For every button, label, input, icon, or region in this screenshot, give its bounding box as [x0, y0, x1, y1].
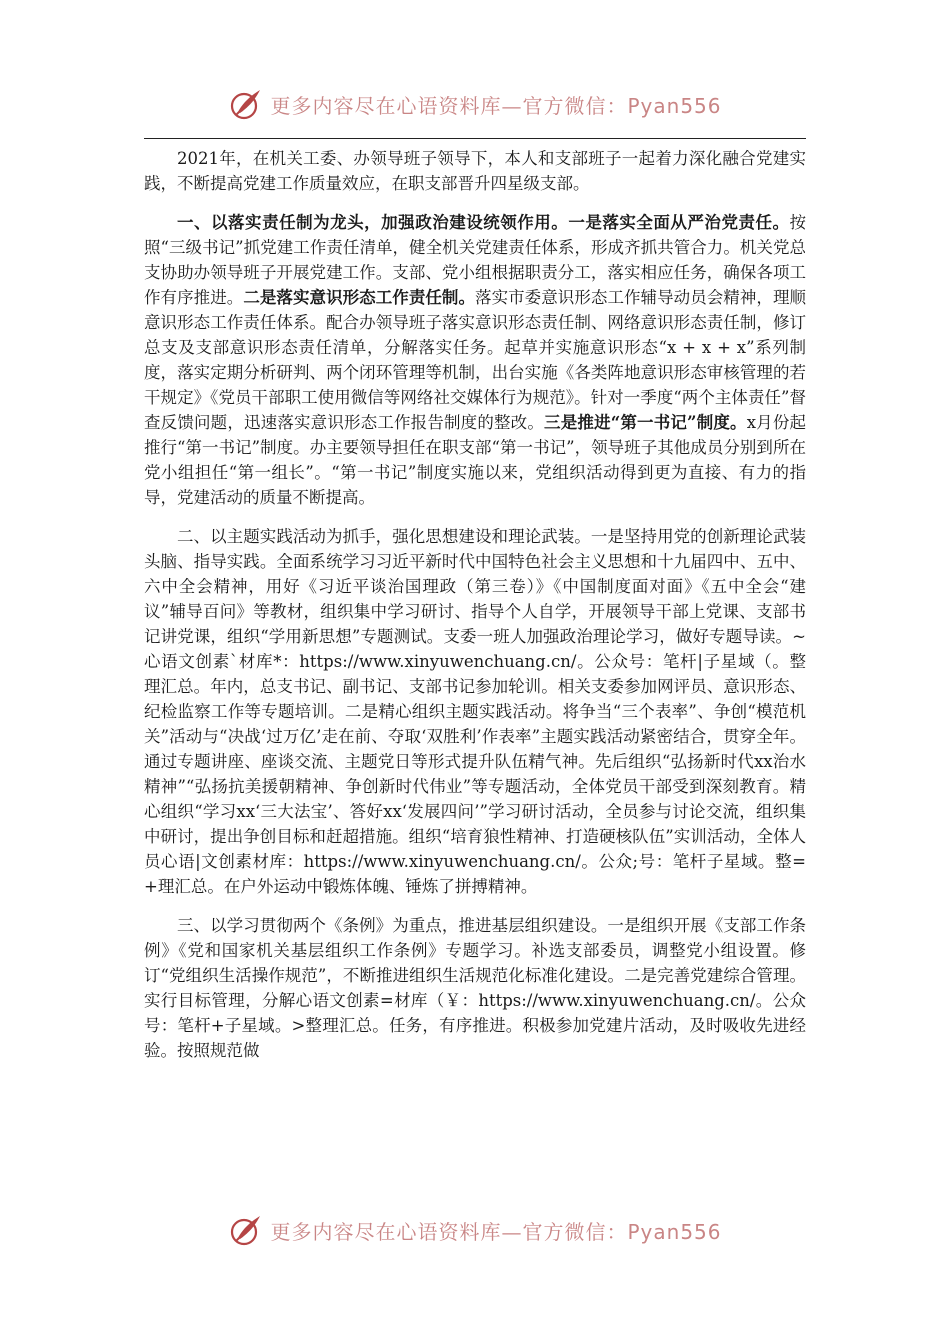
section-1-subheading-2: 二是落实意识形态工作责任制。 [243, 288, 476, 307]
section-1-heading: 一、以落实责任制为龙头，加强政治建设统领作用。一是落实全面从严治党责任。 [177, 213, 790, 232]
banner-separator: — [501, 93, 523, 118]
banner-wechat-id: Pyan556 [627, 93, 722, 118]
footer-banner [0, 1210, 950, 1250]
banner-separator: — [501, 1219, 523, 1244]
section-1-text-1: 按照“三级书记”抓党建工作责任清单，健全机关党建责任体系，形成齐抓共管合力。机关党总支协助办领导班子开展党建工作。支部、党小组根据职责分工，落实相应任务，确保各项工作有序推进。 [144, 213, 806, 307]
intro-paragraph: 2021年，在机关工委、办领导班子领导下，本人和支部班子一起着力深化融合党建实践，不断提高党建工作质量效应，在职支部晋升四星级支部。 [144, 149, 806, 193]
section-3-paragraph: 三、以学习贯彻两个《条例》为重点，推进基层组织建设。一是组织开展《支部工作条例》《党和国家机关基层组织工作条例》专题学习。补选支部委员，调整党小组设置。修订“党组织生活操作规范”，不断推进组织生活规范化标准化建设。二是完善党建综合管理。实行目标管理，分解心语文创素=材库（￥：https://www.xinyuwenchuang.cn/。公众号：笔杆+子星域。>整理汇总。任务，有序推进。积极参加党建片活动，及时吸收先进经验。按照规范做 [144, 916, 806, 1060]
header-divider [144, 138, 806, 139]
banner-title: 更多内容尽在心语资料库 [270, 93, 502, 118]
section-2-paragraph: 二、以主题实践活动为抓手，强化思想建设和理论武装。一是坚持用党的创新理论武装头脑、指导实践。全面系统学习习近平新时代中国特色社会主义思想和十九届四中、五中、六中全会精神，用好《习近平谈治国理政（第三卷）》《中国制度面对面》《五中全会“建议”辅导百问》等教材，组织集中学习研讨、指导个人自学，开展领导干部上党课、支部书记讲党课，组织“学用新思想”专题测试。支委一班人加强政治理论学习，做好专题导读。~心语文创素`材库*：https://www.xinyuwenchuang.cn/。公众号：笔杆|子星域（。整理汇总。年内，总支书记、副书记、支部书记参加轮训。相关支委参加网评员、意识形态、纪检监察工作等专题培训。二是精心组织主题实践活动。将争当“三个表率”、争创“模范机关”活动与“决战‘过万亿’走在前、夺取‘双胜利’作表率”主题实践活动紧密结合，贯穿全年。通过专题讲座、座谈交流、主题党日等形式提升队伍精气神。先后组织“弘扬新时代xx治水精神”“弘扬抗美援朝精神、争创新时代伟业”等专题活动，全体党员干部受到深刻教育。精心组织“学习xx‘三大法宝’、答好xx‘发展四问’”学习研讨活动，全员参与讨论交流，组织集中研讨，提出争创目标和赶超措施。组织“培育狼性精神、打造硬核队伍”实训活动，全体人员心语|文创素材库：https://www.xinyuwenchuang.cn/。公众;号：笔杆子星域。整=+理汇总。在户外运动中锻炼体魄、锤炼了拼搏精神。 [144, 527, 806, 896]
banner-label: 官方微信： [522, 93, 628, 118]
section-1-text-3: x月份起推行“第一书记”制度。办主要领导担任在职支部“第一书记”，领导班子其他成员分别到所在党小组担任“第一组长”。“第一书记”制度实施以来，党组织活动得到更为直接、有力的指导，党建活动的质量不断提高。 [144, 413, 807, 507]
banner-text [270, 90, 721, 119]
banner-text [270, 1216, 721, 1245]
document-body [144, 146, 806, 1077]
quill-logo-icon [228, 1212, 264, 1248]
header-banner [0, 84, 950, 124]
banner-wechat-id: Pyan556 [627, 1219, 722, 1244]
section-1-text-2: 落实市委意识形态工作辅导动员会精神，理顺意识形态工作责任体系。配合办领导班子落实意识形态责任制、网络意识形态责任制，修订总支及支部意识形态责任清单，分解落实任务。起草并实施意识形态“x + x + x”系列制度，落实定期分析研判、两个闭环管理等机制，出台实施《各类阵地意识形态审核管理的若干规定》《党员干部职工使用微信等网络社交媒体行为规范》。针对一季度“两个主体责任”督查反馈问题，迅速落实意识形态工作报告制度的整改。 [144, 288, 807, 432]
quill-logo-icon [228, 86, 264, 122]
section-1-subheading-3: 三是推进“第一书记”制度。 [544, 413, 747, 432]
banner-title: 更多内容尽在心语资料库 [270, 1219, 502, 1244]
banner-label: 官方微信： [522, 1219, 628, 1244]
section-1-paragraph [144, 210, 806, 510]
